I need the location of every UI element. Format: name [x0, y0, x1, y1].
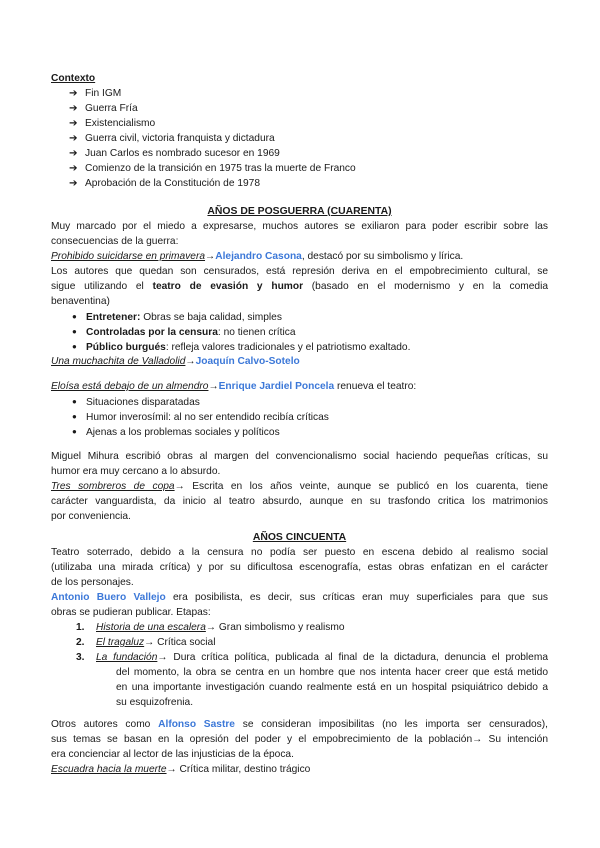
list-item: ● Situaciones disparatadas [72, 397, 200, 408]
numbered-item: 3. La fundación→ Dura crítica política, publicada al final de la dictadura, denuncia el problema [76, 652, 548, 663]
context-item: ➔ Juan Carlos es nombrado sucesor en 1969 [69, 148, 280, 159]
work-title: El tragaluz [96, 637, 145, 648]
section-heading-posguerra: AÑOS DE POSGUERRA (CUARENTA) [207, 206, 392, 217]
paragraph-line: Muy marcado por el miedo a expresarse, muchos autores se exiliaron para poder escribir sobre las [51, 221, 548, 232]
bullet-icon: ● [72, 327, 77, 336]
arrow-bullet-icon: ➔ [69, 118, 78, 129]
paragraph-line: sigue utilizando el teatro de evasión y humor (basado en el modernismo y en la comedia [51, 281, 548, 292]
context-item: ➔ Guerra civil, victoria franquista y dictadura [69, 133, 275, 144]
author-name: Alejandro Casona [215, 251, 302, 262]
arrow-bullet-icon: ➔ [69, 103, 78, 114]
paragraph-line: por conveniencia. [51, 511, 131, 522]
paragraph-line: benaventina) [51, 296, 110, 307]
buero-line: Antonio Buero Vallejo era posibilista, es decir, sus críticas eran muy superficiales para que sus [51, 592, 548, 603]
arrow-bullet-icon: ➔ [69, 163, 78, 174]
casona-line: Prohibido suicidarse en primavera→Alejandro Casona, destacó por su simbolismo y lírica. [51, 251, 464, 262]
paragraph-line: Miguel Mihura escribió obras al margen del convencionalismo social haciendo pequeñas críticas, su [51, 451, 548, 462]
bullet-icon: ● [72, 397, 77, 406]
context-title: Contexto [51, 73, 96, 84]
work-title: Tres sombreros de copa [51, 481, 175, 492]
list-item: ● Público burgués: refleja valores tradicionales y el patriotismo exaltado. [72, 342, 411, 353]
paragraph-line: Los autores que quedan son censurados, está represión deriva en el empobrecimiento cultural, se [51, 266, 548, 277]
paragraph-line: su esquizofrenia. [116, 697, 194, 708]
bullet-icon: ● [72, 412, 77, 421]
calvo-line: Una muchachita de Valladolid→Joaquín Calvo-Sotelo [51, 356, 300, 367]
context-item: ➔ Existencialismo [69, 118, 156, 129]
list-item: ● Ajenas a los problemas sociales y políticos [72, 427, 280, 438]
paragraph-line: de los personajes. [51, 577, 134, 588]
work-title: Historia de una escalera [96, 622, 206, 633]
paragraph-line: Teatro soterrado, debido a la censura no podía ser puesto en escena debido al realismo social [51, 547, 548, 558]
paragraph-line: en una importante investigación cuando realmente está en un hospital psiquiátrico debido a [116, 682, 548, 693]
paragraph-line: sus temas se basan en la opresión del poder y el empobrecimiento de la población→ Su intención [51, 734, 548, 745]
context-item: ➔ Guerra Fría [69, 103, 138, 114]
list-item: ● Entretener: Obras se baja calidad, simples [72, 312, 282, 323]
paragraph-line: del momento, la obra se centra en un hombre que nos intenta hacer creer que está metido [116, 667, 548, 678]
bullet-icon: ● [72, 312, 77, 321]
escuadra-line: Escuadra hacia la muerte→ Crítica militar, destino trágico [51, 764, 311, 775]
arrow-bullet-icon: ➔ [69, 178, 78, 189]
tres-line: Tres sombreros de copa→ Escrita en los años veinte, aunque se publicó en los cuarenta, tiene [51, 481, 549, 492]
paragraph-line: (utilizaba una mirada crítica) y por su dificultosa escenografía, estas obras enfatizan en el carácter [51, 562, 548, 573]
numbered-item: 1. Historia de una escalera→ Gran simbolismo y realismo [76, 622, 345, 633]
paragraph-line: humor era muy cercano a lo absurdo. [51, 466, 221, 477]
author-name: Antonio Buero Vallejo [51, 592, 166, 603]
work-title: Prohibido suicidarse en primavera [51, 251, 206, 262]
work-title: Eloísa está debajo de un almendro [51, 381, 209, 392]
arrow-bullet-icon: ➔ [69, 88, 78, 99]
author-name: Enrique Jardiel Poncela [218, 381, 335, 392]
arrow-bullet-icon: ➔ [69, 133, 78, 144]
work-title: La fundación [96, 652, 158, 663]
sastre-line: Otros autores como Alfonso Sastre se consideran imposibilitas (no les importa ser censurados), [51, 719, 548, 730]
author-name: Alfonso Sastre [158, 719, 235, 730]
paragraph-line: era concienciar al lector de las injusticias de la época. [51, 749, 294, 760]
bullet-icon: ● [72, 342, 77, 351]
numbered-item: 2. El tragaluz→ Crítica social [76, 637, 216, 648]
list-item: ● Controladas por la censura: no tienen crítica [72, 327, 296, 338]
arrow-bullet-icon: ➔ [69, 148, 78, 159]
work-title: Escuadra hacia la muerte [51, 764, 167, 775]
paragraph-line: carácter vanguardista, da inicio al teatro absurdo, aunque en su trasfondo critica los matrimonios [51, 496, 548, 507]
paragraph-line: obras se pudieran publicar. Etapas: [51, 607, 211, 618]
context-item: ➔ Comienzo de la transición en 1975 tras la muerte de Franco [69, 163, 356, 174]
bullet-icon: ● [72, 427, 77, 436]
work-title: Una muchachita de Valladolid [51, 356, 186, 367]
context-item: ➔ Aprobación de la Constitución de 1978 [69, 178, 261, 189]
section-heading-cincuenta: AÑOS CINCUENTA [252, 532, 347, 543]
jardiel-line: Eloísa está debajo de un almendro→Enrique Jardiel Poncela renueva el teatro: [51, 381, 417, 392]
author-name: Joaquín Calvo-Sotelo [195, 356, 300, 367]
context-item: ➔ Fin IGM [69, 88, 122, 99]
paragraph-line: consecuencias de la guerra: [51, 236, 179, 247]
list-item: ● Humor inverosímil: al no ser entendido recibía críticas [72, 412, 329, 423]
